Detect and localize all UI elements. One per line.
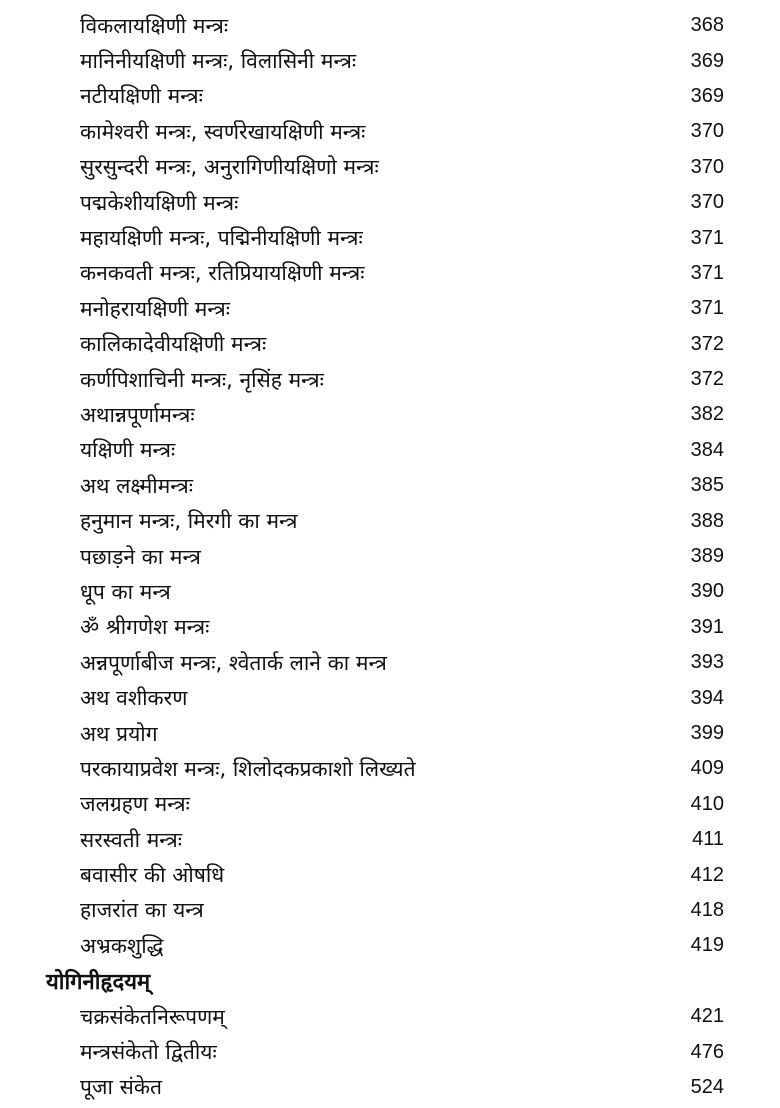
entry-title: अथ लक्ष्मीमन्त्रः — [80, 473, 193, 498]
toc-entry — [0, 610, 780, 645]
entry-title: बवासीर की ओषधि — [80, 863, 225, 888]
entry-title: अथान्नपूर्णामन्त्रः — [80, 402, 195, 427]
entry-page-number: 389 — [690, 545, 724, 568]
entry-title: कालिकादेवीयक्षिणी मन्त्रः — [80, 332, 267, 357]
entry-page-number: 412 — [690, 863, 724, 886]
toc-entry — [0, 645, 780, 680]
entry-title: विकलायक्षिणी मन्त्रः — [80, 13, 229, 38]
entry-title: हनुमान मन्त्रः, मिरगी का मन्त्र — [80, 509, 298, 534]
entry-title: हाजरांत का यन्त्र — [80, 898, 204, 923]
entry-title: कामेश्वरी मन्त्रः, स्वर्णरेखायक्षिणी मन्त्रः — [80, 119, 366, 144]
entry-title: पद्मकेशीयक्षिणी मन्त्रः — [80, 190, 239, 215]
entry-title: कर्णपिशाचिनी मन्त्रः, नृसिंह मन्त्रः — [80, 367, 324, 392]
toc-entry — [0, 114, 780, 149]
entry-page-number: 382 — [690, 403, 724, 426]
entry-page-number: 371 — [690, 261, 724, 284]
entry-page-number: 411 — [692, 828, 724, 851]
entry-title: अभ्रकशुद्धि — [80, 933, 164, 958]
entry-page-number: 409 — [690, 757, 724, 780]
toc-entry — [0, 928, 780, 963]
entry-title: अथ प्रयोग — [80, 721, 158, 746]
entry-page-number: 370 — [690, 120, 724, 143]
section-heading-row — [0, 964, 780, 999]
entry-page-number: 369 — [690, 84, 724, 107]
toc-entry — [0, 716, 780, 751]
entry-page-number: 371 — [690, 297, 724, 320]
entry-title: मन्त्रसंकेतो द्वितीयः — [80, 1040, 217, 1065]
entry-page-number: 390 — [690, 580, 724, 603]
entry-title: सुरसुन्दरी मन्त्रः, अनुरागिणीयक्षिणो मन्त्रः — [80, 155, 379, 180]
toc-entry — [0, 539, 780, 574]
toc-entry — [0, 150, 780, 185]
entry-page-number: 410 — [690, 792, 724, 815]
toc-entry — [0, 1070, 780, 1105]
toc-entry — [0, 999, 780, 1034]
entry-page-number: 372 — [690, 368, 724, 391]
toc-entry — [0, 43, 780, 78]
table-of-contents — [0, 8, 780, 1105]
entry-page-number: 370 — [690, 191, 724, 214]
entry-title: मानिनीयक्षिणी मन्त्रः, विलासिनी मन्त्रः — [80, 49, 357, 74]
toc-entries — [0, 8, 780, 964]
entry-page-number: 371 — [690, 226, 724, 249]
toc-entry — [0, 397, 780, 432]
toc-entry — [0, 857, 780, 892]
entry-page-number: 399 — [690, 722, 724, 744]
entry-title: धूप का मन्त्र — [80, 579, 171, 604]
entry-title: सरस्वती मन्त्रः — [80, 827, 182, 852]
entry-page-number: 418 — [690, 898, 724, 921]
entry-title: परकायाप्रवेश मन्त्रः, शिलोदकप्रकाशो लिख्यते — [80, 756, 416, 781]
entry-title: ॐ श्रीगणेश मन्त्रः — [80, 615, 210, 640]
entry-page-number: 385 — [690, 474, 724, 497]
entry-page-number: 393 — [690, 651, 724, 674]
toc-entry — [0, 1034, 780, 1069]
toc-entry — [0, 574, 780, 609]
toc-entry — [0, 220, 780, 255]
entry-title: अन्नपूर्णाबीज मन्त्रः, श्वेतार्क लाने का मन्त्र — [80, 650, 387, 675]
toc-entry — [0, 822, 780, 857]
section-entries — [0, 999, 780, 1105]
toc-entry — [0, 362, 780, 397]
toc-entry — [0, 79, 780, 114]
entry-title: पछाड़ने का मन्त्र — [80, 544, 201, 569]
toc-entry — [0, 433, 780, 468]
entry-title: अथ वशीकरण — [80, 686, 188, 711]
entry-page-number: 368 — [690, 14, 724, 37]
entry-title: मनोहरायक्षिणी मन्त्रः — [80, 296, 231, 321]
entry-page-number: 369 — [690, 49, 724, 72]
entry-page-number: 391 — [690, 615, 724, 638]
toc-entry — [0, 680, 780, 715]
entry-page-number: 384 — [690, 438, 724, 461]
toc-entry — [0, 291, 780, 326]
toc-entry — [0, 8, 780, 43]
entry-title: यक्षिणी मन्त्रः — [80, 438, 176, 463]
entry-page-number: 388 — [690, 509, 724, 532]
entry-page-number: 476 — [690, 1040, 724, 1063]
entry-page-number: 419 — [690, 934, 724, 957]
entry-title: महायक्षिणी मन्त्रः, पद्मिनीयक्षिणी मन्त्रः — [80, 226, 363, 251]
toc-entry — [0, 468, 780, 503]
toc-entry — [0, 787, 780, 822]
entry-title: चक्रसंकेतनिरूपणम् — [80, 1004, 225, 1029]
section-heading: योगिनीहृदयम् — [46, 970, 151, 996]
toc-entry — [0, 503, 780, 538]
entry-title: नटीयक्षिणी मन्त्रः — [80, 84, 203, 109]
toc-entry — [0, 185, 780, 220]
entry-page-number: 370 — [690, 155, 724, 178]
toc-entry — [0, 893, 780, 928]
entry-page-number: 421 — [690, 1005, 724, 1028]
toc-entry — [0, 327, 780, 362]
entry-page-number: 394 — [690, 686, 724, 709]
entry-page-number: 372 — [690, 332, 724, 355]
entry-page-number: 524 — [690, 1075, 724, 1098]
entry-title: पूजा संकेत — [80, 1075, 162, 1100]
entry-title: कनकवती मन्त्रः, रतिप्रियायक्षिणी मन्त्रः — [80, 261, 365, 286]
entry-title: जलग्रहण मन्त्रः — [80, 792, 190, 817]
toc-entry — [0, 256, 780, 291]
toc-entry — [0, 751, 780, 786]
